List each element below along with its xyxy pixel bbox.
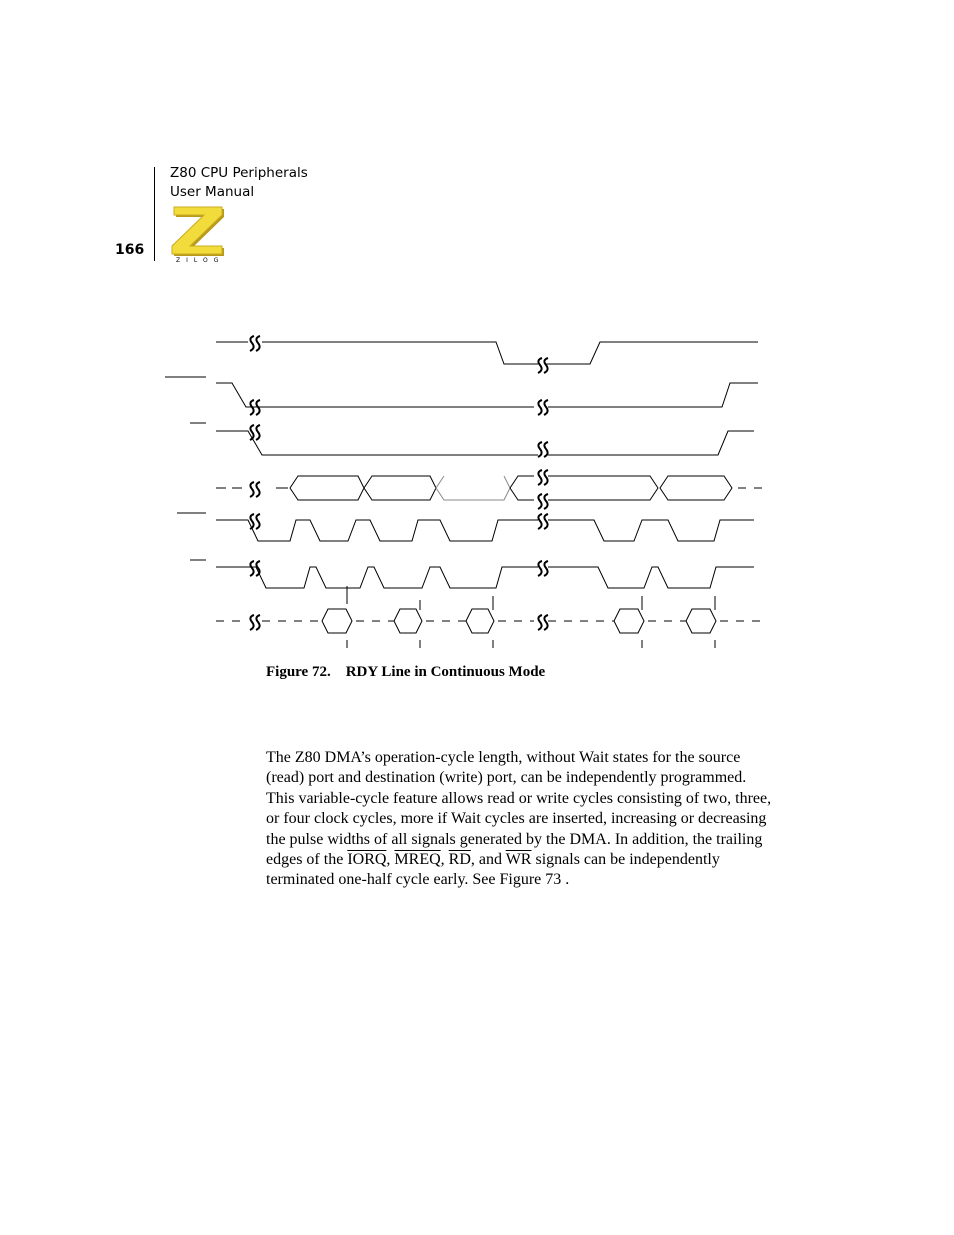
header-vertical-rule: [154, 167, 155, 261]
separator-1: ,: [386, 851, 395, 869]
body-text-part-1: The Z80 DMA’s operation-cycle length, without Wait states for the source (read) port and destination (write) port, can be independently programmed. This variable-cycle feature allows read or write cycles consisting of two, three, or four clock cycles, more if Wait cycles are inserted, increasing or decreasing the pulse widths of all signals generated by the DMA. In addition, the trailing edges of the: [266, 749, 772, 869]
manual-title-line1: Z80 CPU Peripherals: [170, 165, 308, 181]
separator-2: ,: [440, 851, 449, 869]
figure-caption: [266, 664, 545, 681]
figure-title: RDY Line in Continuous Mode: [345, 664, 546, 680]
timing-diagram: [150, 320, 770, 650]
zilog-wordmark: ZILOG: [176, 257, 225, 264]
manual-title-line2: User Manual: [170, 184, 255, 200]
break-marks: [250, 336, 548, 630]
manual-title: [170, 164, 308, 202]
body-paragraph: [266, 748, 776, 891]
bus-waveform-4: [216, 476, 762, 500]
signal-mreq: MREQ: [394, 851, 441, 869]
separator-3: , and: [470, 851, 506, 869]
signal-waveform-2: [165, 377, 758, 407]
signal-waveform-1: [216, 342, 758, 364]
signal-wr: $\overline{WR}$: [505, 851, 532, 869]
signal-waveform-6: [190, 560, 754, 588]
signal-waveform-3: [190, 423, 754, 455]
signal-waveform-5: [177, 513, 754, 541]
page-number: 166: [115, 242, 145, 258]
bus-waveform-7: [216, 586, 762, 648]
zilog-logo: [168, 202, 228, 264]
signal-iorq: IORQ: [347, 851, 387, 869]
signal-rd: $\overline{RD}$: [448, 851, 471, 869]
figure-number: Figure 72.: [266, 664, 331, 680]
body-text-part-2: signals can be independently terminated one-half cycle early. See Figure 73 .: [266, 851, 720, 889]
